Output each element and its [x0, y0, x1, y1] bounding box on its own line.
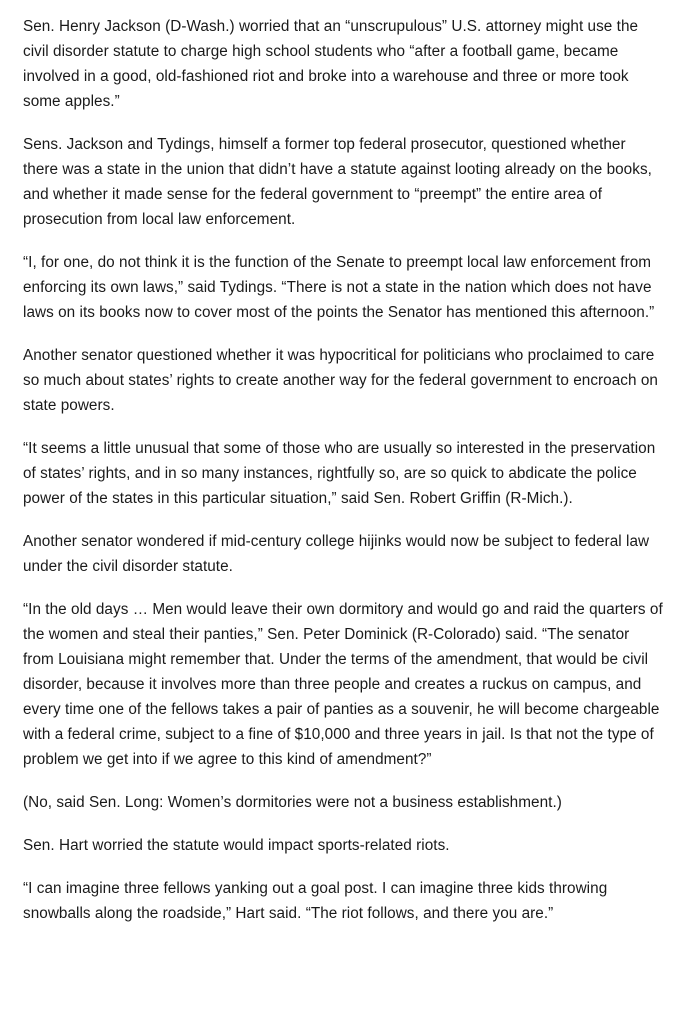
paragraph-hart-quote: “I can imagine three fellows yanking out a goal post. I can imagine three kids throwing snowballs along the roadside,” Hart said. “The riot follows, and there you are.”: [23, 880, 608, 922]
paragraph-tydings-quote: “I, for one, do not think it is the function of the Senate to preempt local law enforcement from enforcing its own laws,” said Tydings. “There is not a state in the nation which does not have laws on its books now to cover most of the points the Senator has mentioned this afternoon.”: [23, 254, 655, 321]
paragraph-states-rights: Another senator questioned whether it was hypocritical for politicians who proclaimed to care so much about states’ rights to create another way for the federal government to encroach on state powers.: [23, 347, 658, 414]
paragraph-hart-worry: Sen. Hart worried the statute would impact sports-related riots.: [23, 837, 450, 854]
paragraph-dominick-quote: “In the old days … Men would leave their own dormitory and would go and raid the quarters of the women and steal their panties,” Sen. Peter Dominick (R-Colorado) said. “The senator from Louisiana might remember that. Under the terms of the amendment, that would be civil disorder, because it involves more than three people and creates a ruckus on campus, and every time one of the fellows takes a pair of panties as a souvenir, he will become chargeable with a federal crime, subject to a fine of $10,000 and three years in jail. Is that not the type of problem we get into if we agree to this kind of amendment?”: [23, 601, 663, 768]
paragraph-griffin-quote: “It seems a little unusual that some of those who are usually so interested in the preservation of states’ rights, and in so many instances, rightfully so, are so quick to abdicate the police power of the states in this particular situation,” said Sen. Robert Griffin (R-Mich.).: [23, 440, 656, 507]
paragraph-long-reply: (No, said Sen. Long: Women’s dormitories were not a business establishment.): [23, 794, 562, 811]
paragraph-jackson-warning: Sen. Henry Jackson (D-Wash.) worried that an “unscrupulous” U.S. attorney might use the civil disorder statute to charge high school students who “after a football game, became involved in a good, old-fashioned riot and broke into a warehouse and three or more took some apples.”: [23, 18, 639, 110]
paragraph-college-hijinks: Another senator wondered if mid-century college hijinks would now be subject to federal law under the civil disorder statute.: [23, 533, 650, 575]
article-body: [23, 14, 664, 944]
paragraph-jackson-tydings: Sens. Jackson and Tydings, himself a former top federal prosecutor, questioned whether there was a state in the union that didn’t have a statute against looting already on the books, and whether it made sense for the federal government to “preempt” the entire area of prosecution from local law enforcement.: [23, 136, 652, 228]
